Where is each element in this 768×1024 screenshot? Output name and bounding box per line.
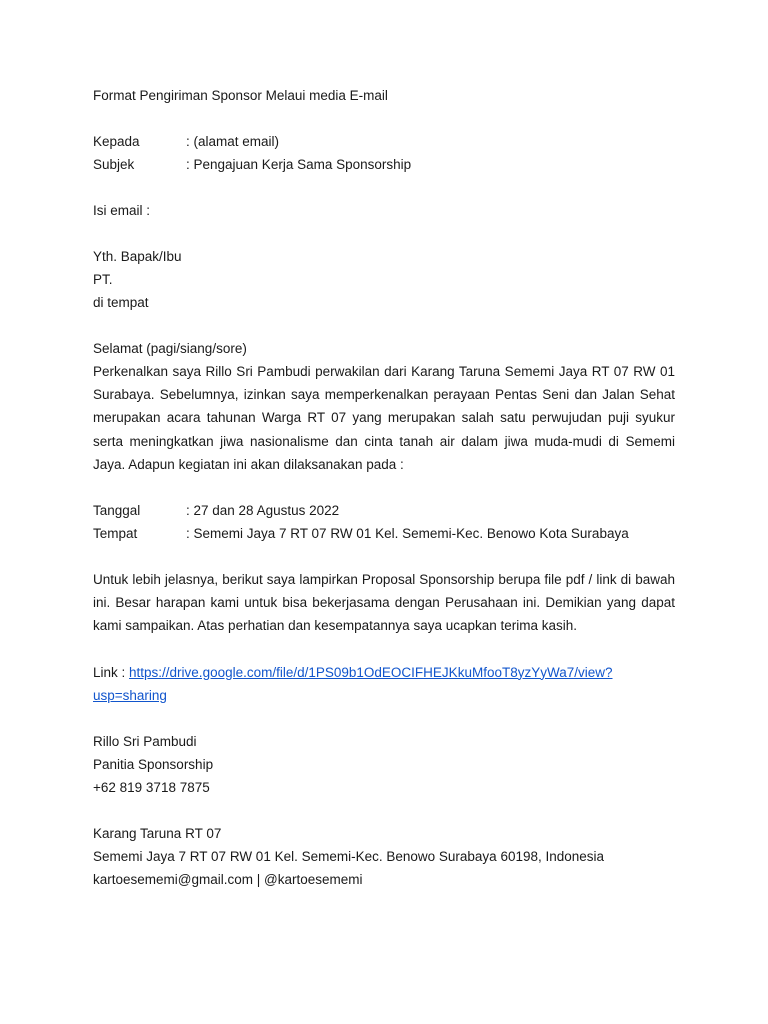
spacer	[93, 476, 675, 499]
spacer	[93, 707, 675, 730]
spacer	[93, 314, 675, 337]
signature-phone: +62 819 3718 7875	[93, 779, 210, 795]
document-page	[93, 84, 675, 891]
event-field-tempat	[93, 522, 675, 545]
field-value: : Sememi Jaya 7 RT 07 RW 01 Kel. Sememi-Kec. Benowo Kota Surabaya	[186, 526, 629, 542]
field-value: : Pengajuan Kerja Sama Sponsorship	[186, 157, 412, 172]
field-label: Tempat	[93, 526, 138, 542]
field-label: Subjek	[93, 157, 135, 172]
greeting: Selamat (pagi/siang/sore)	[93, 341, 247, 356]
isi-email-label: Isi email :	[93, 203, 151, 218]
event-field-tanggal	[93, 499, 675, 522]
spacer	[93, 638, 675, 661]
recipient-line-1: Yth. Bapak/Ibu	[93, 249, 182, 264]
spacer	[93, 799, 675, 822]
header-field-subjek	[93, 153, 675, 176]
link-block	[93, 661, 675, 707]
organization-address: Sememi Jaya 7 RT 07 RW 01 Kel. Sememi-Kec. Benowo Surabaya 60198, Indonesia	[93, 848, 605, 864]
link-label: Link :	[93, 664, 130, 680]
link-url-part-2: usp=sharing	[93, 687, 167, 703]
spacer	[93, 545, 675, 568]
signature-name: Rillo Sri Pambudi	[93, 733, 197, 749]
header-field-kepada	[93, 130, 675, 153]
recipient-line-3: di tempat	[93, 295, 149, 310]
intro-paragraph: Perkenalkan saya Rillo Sri Pambudi perwakilan dari Karang Taruna Sememi Jaya RT 07 RW 01 Surabaya. Sebelumnya, izinkan saya memperkenalkan perayaan Pentas Seni dan Jalan Sehat merupakan acara tahunan Warga RT 07 yang merupakan salah satu perwujudan puji syukur serta meningkatkan jiwa nasionalisme dan cinta tanah air dalam jiwa muda-mudi di Sememi Jaya. Adapun kegiatan ini akan dilaksanakan pada :	[93, 364, 675, 472]
field-value: : 27 dan 28 Agustus 2022	[186, 503, 340, 519]
link-url-part-1: https://drive.google.com/file/d/1PS09b1OdEOCIFHEJKkuMfooT8yzYyWa7/view?	[129, 664, 613, 680]
document-title: Format Pengiriman Sponsor Melaui media E-mail	[93, 88, 388, 103]
field-value: : (alamat email)	[186, 134, 280, 149]
closing-paragraph: Untuk lebih jelasnya, berikut saya lampirkan Proposal Sponsorship berupa file pdf / link di bawah ini. Besar harapan kami untuk bisa bekerjasama dengan Perusahaan ini. Demikian yang dapat kami sampaikan. Atas perhatian dan kesempatannya saya ucapkan terima kasih.	[93, 572, 675, 634]
spacer	[93, 222, 675, 245]
signature-role: Panitia Sponsorship	[93, 756, 214, 772]
organization-contact: kartoesememi@gmail.com | @kartoesememi	[93, 871, 363, 887]
recipient-line-2: PT.	[93, 272, 113, 287]
proposal-link[interactable]	[93, 665, 613, 703]
field-label: Kepada	[93, 134, 140, 149]
organization-name: Karang Taruna RT 07	[93, 825, 222, 841]
spacer	[93, 107, 675, 130]
field-label: Tanggal	[93, 503, 141, 519]
spacer	[93, 176, 675, 199]
